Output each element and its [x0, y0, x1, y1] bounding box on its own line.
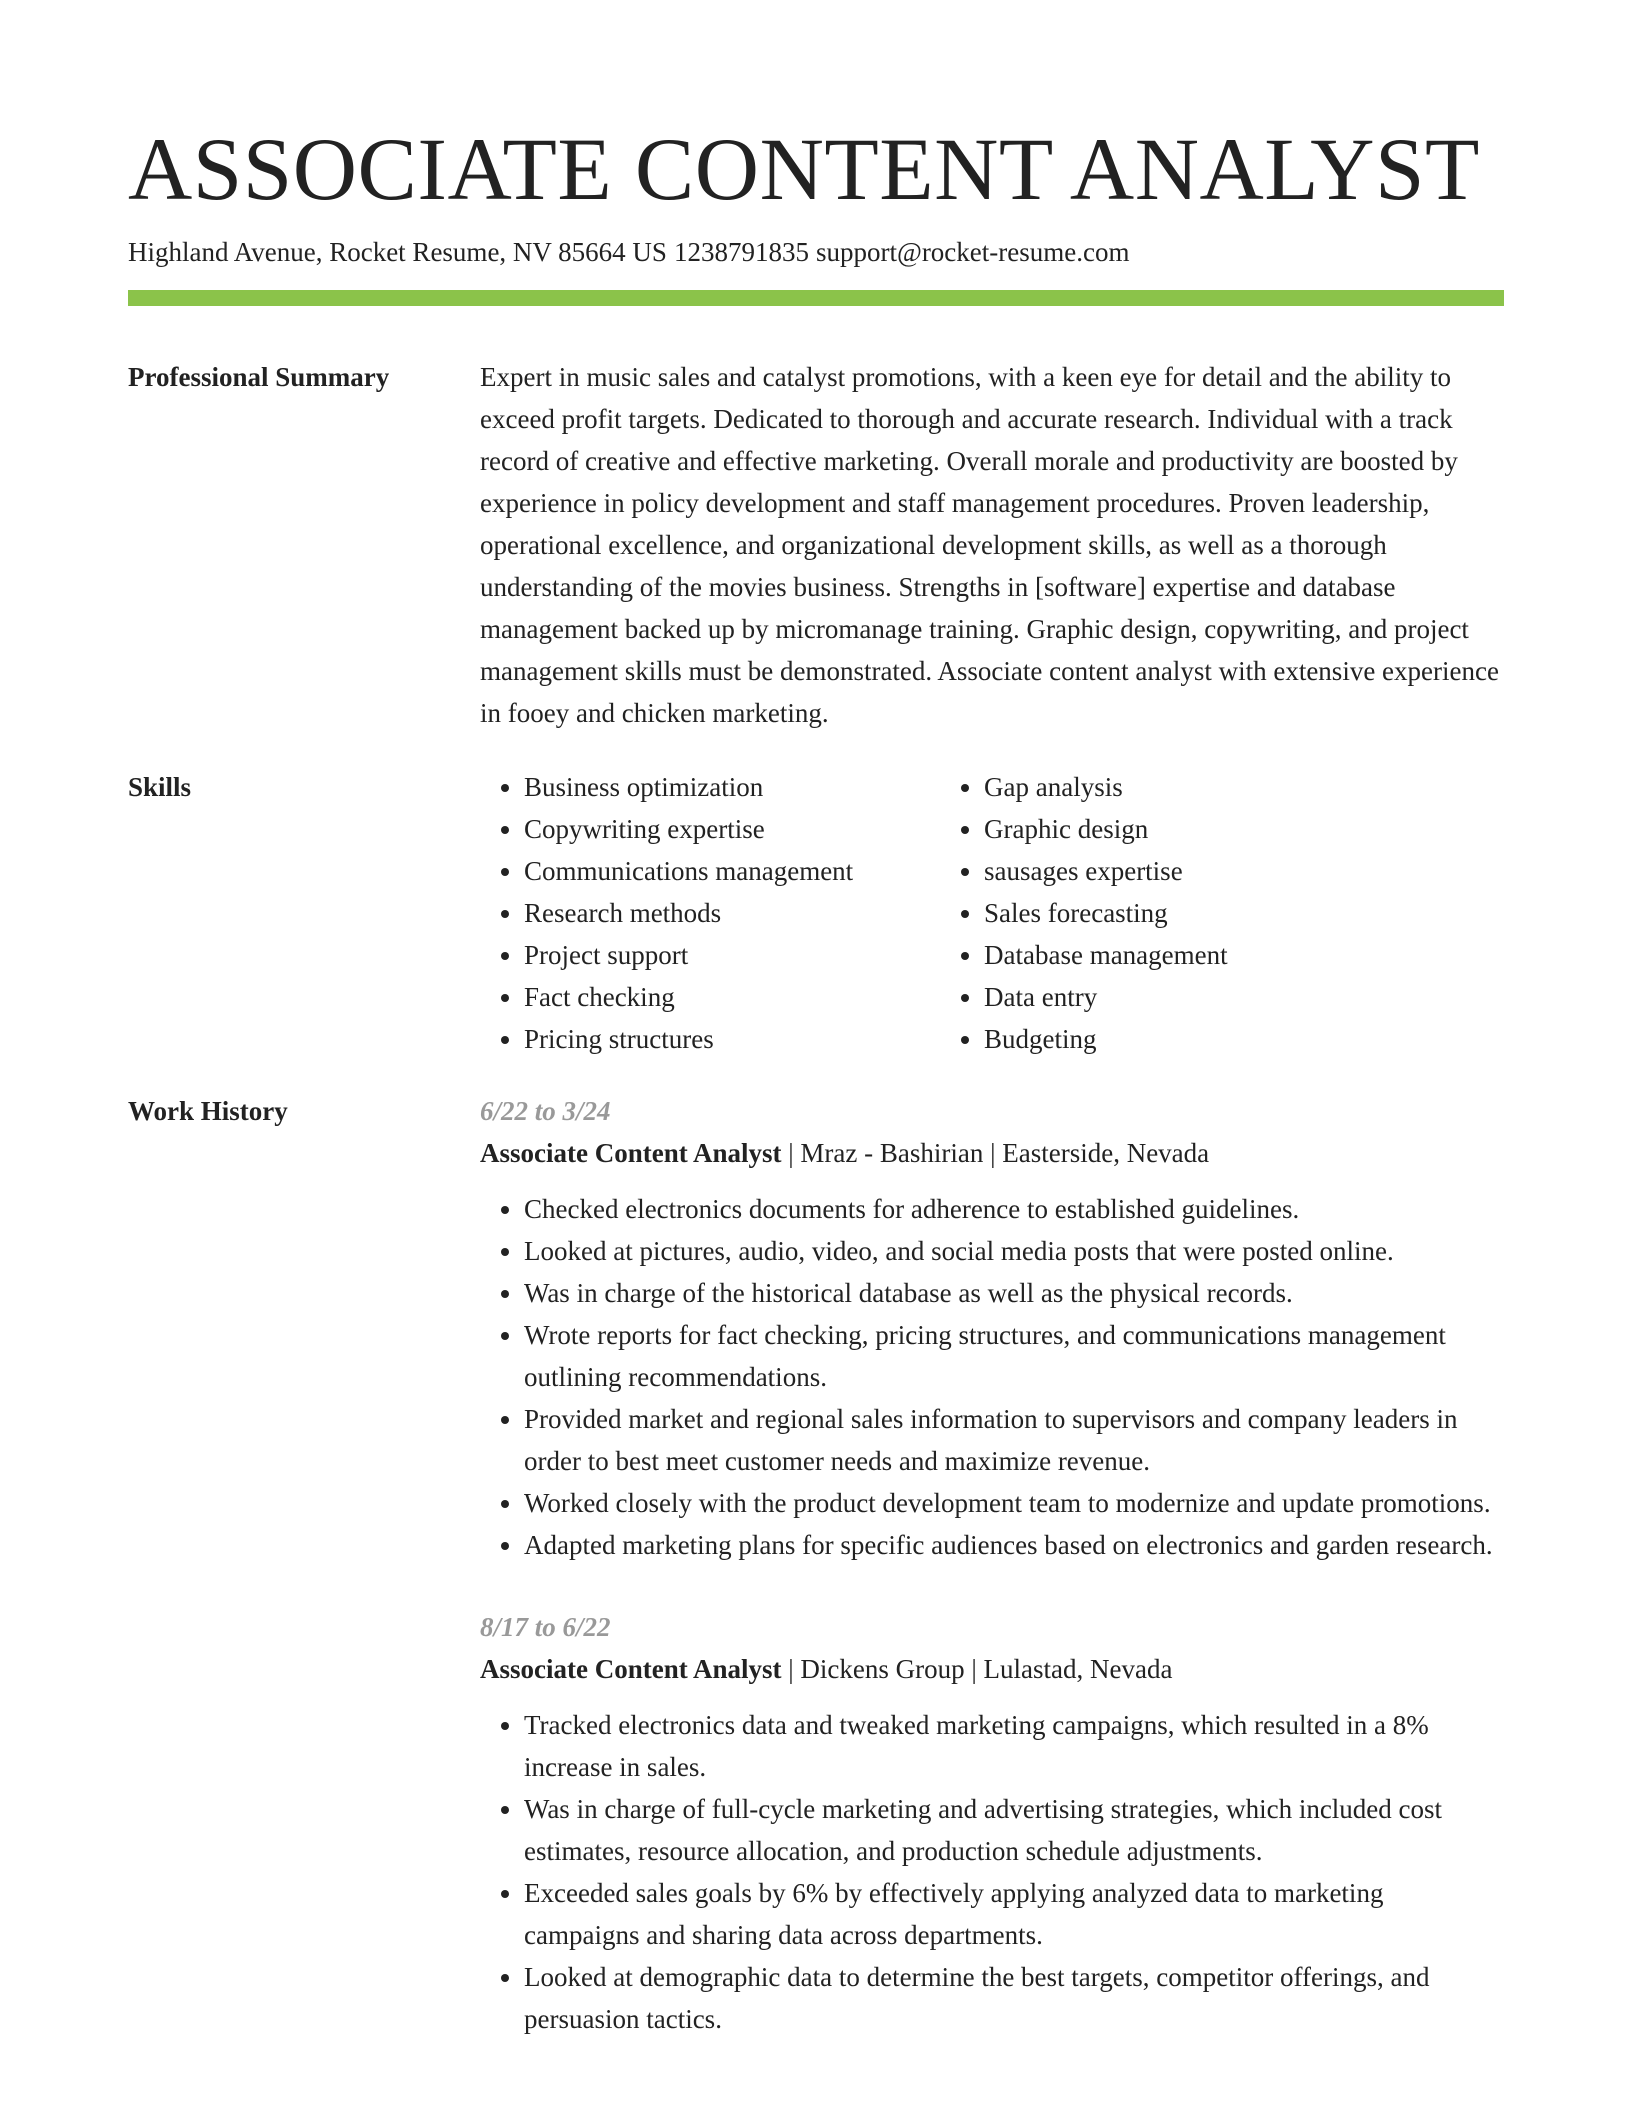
skill-item: • Copywriting expertise [524, 808, 940, 850]
job-heading [480, 1648, 1504, 1690]
duty-item: • Checked electronics documents for adherence to established guidelines. [524, 1188, 1504, 1230]
job-entry [480, 1606, 1504, 2040]
accent-divider [128, 290, 1504, 306]
summary-text: Expert in music sales and catalyst promotions, with a keen eye for detail and the ability to exceed profit targets. Dedicated to thorough and accurate research. Individual with a track record of creative and effective marketing. Overall morale and productivity are boosted by experience in policy development and staff management procedures. Proven leadership, operational excellence, and organizational development skills, as well as a thorough understanding of the movies business. Strengths in [software] expertise and database management backed up by micromanage training. Graphic design, copywriting, and project management skills must be demonstrated. Associate content analyst with extensive experience in fooey and chicken marketing. [480, 362, 1499, 728]
duty-item: • Looked at pictures, audio, video, and social media posts that were posted online. [524, 1230, 1504, 1272]
duty-item: • Wrote reports for fact checking, pricing structures, and communications management outlining recommendations. [524, 1314, 1504, 1398]
duty-item: • Adapted marketing plans for specific audiences based on electronics and garden research. [524, 1524, 1504, 1566]
skill-item: • sausages expertise [984, 850, 1444, 892]
summary-section [128, 356, 1504, 734]
skill-item: • Graphic design [984, 808, 1444, 850]
skill-item: • Sales forecasting [984, 892, 1444, 934]
skill-item: • Database management [984, 934, 1444, 976]
skill-item: • Pricing structures [524, 1018, 940, 1060]
work-history-section [128, 1090, 1504, 2040]
contact-email: support@rocket-resume.com [815, 237, 1130, 267]
job-dates: 6/22 to 3/24 [480, 1096, 611, 1126]
job-duties [480, 1704, 1504, 2040]
skill-item: • Fact checking [524, 976, 940, 1018]
skill-item: • Budgeting [984, 1018, 1444, 1060]
job-duties [480, 1188, 1504, 1566]
work-history-label: Work History [128, 1096, 288, 1126]
skill-item: • Project support [524, 934, 940, 976]
job-heading [480, 1132, 1504, 1174]
skill-item: • Gap analysis [984, 766, 1444, 808]
skill-item: • Business optimization [524, 766, 940, 808]
job-title: Associate Content Analyst [480, 1654, 782, 1684]
duty-item: • Worked closely with the product development team to modernize and update promotions. [524, 1482, 1504, 1524]
contact-address: Highland Avenue, Rocket Resume, NV 85664 US [128, 237, 667, 267]
contact-phone: 1238791835 [673, 237, 809, 267]
duty-item: • Tracked electronics data and tweaked marketing campaigns, which resulted in a 8% increase in sales. [524, 1704, 1504, 1788]
skills-label: Skills [128, 772, 192, 802]
skill-item: • Communications management [524, 850, 940, 892]
contact-line [128, 234, 1504, 270]
resume-name: ASSOCIATE CONTENT ANALYST [128, 121, 1480, 219]
duty-item: • Provided market and regional sales information to supervisors and company leaders in order to best meet customer needs and maximize revenue. [524, 1398, 1504, 1482]
duty-item: • Exceeded sales goals by 6% by effectively applying analyzed data to marketing campaigns and sharing data across departments. [524, 1872, 1504, 1956]
skill-item: • Research methods [524, 892, 940, 934]
job-title: Associate Content Analyst [480, 1138, 782, 1168]
duty-item: • Looked at demographic data to determine the best targets, competitor offerings, and persuasion tactics. [524, 1956, 1504, 2040]
job-details: | Mraz - Bashirian | Easterside, Nevada [781, 1138, 1210, 1168]
skill-item: • Data entry [984, 976, 1444, 1018]
job-details: | Dickens Group | Lulastad, Nevada [781, 1654, 1173, 1684]
duty-item: • Was in charge of full-cycle marketing and advertising strategies, which included cost estimates, resource allocation, and production schedule adjustments. [524, 1788, 1504, 1872]
duty-item: • Was in charge of the historical database as well as the physical records. [524, 1272, 1504, 1314]
skills-list-left [480, 766, 940, 1060]
summary-label: Professional Summary [128, 362, 390, 392]
job-dates: 8/17 to 6/22 [480, 1612, 611, 1642]
skills-section [128, 766, 1504, 1060]
skills-list-right [940, 766, 1444, 1060]
job-entry [480, 1090, 1504, 1566]
